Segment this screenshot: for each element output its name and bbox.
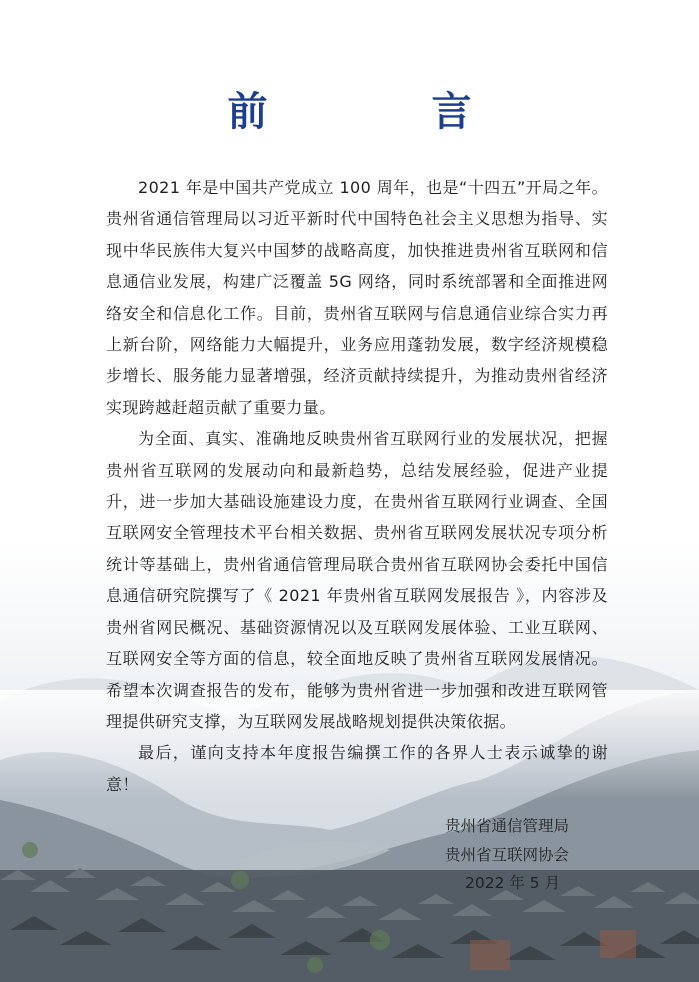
body-text: [106, 172, 608, 800]
signature-org-2: 贵州省互联网协会: [445, 845, 570, 864]
paragraph-1: 2021 年是中国共产党成立 100 周年，也是“十四五”开局之年。贵州省通信管理局以习近平新时代中国特色社会主义思想为指导、实现中华民族伟大复兴中国梦的战略高度，加快推进贵州省互联网和信息通信业发展，构建广泛覆盖 5G 网络，同时系统部署和全面推进网络安全和信息化工作。目前，贵州省互联网与信息通信业综合实力再上新台阶，网络能力大幅提升，业务应用蓬勃发展，数字经济规模稳步增长、服务能力显著增强，经济贡献持续提升，为推动贵州省经济实现跨越赶超贡献了重要力量。: [106, 178, 608, 417]
page-title: 前 言: [227, 89, 534, 135]
paragraph-3: 最后，谨向支持本年度报告编撰工作的各界人士表示诚挚的谢意！: [106, 743, 608, 794]
signature-org-1: 贵州省通信管理局: [445, 817, 570, 835]
signature-block: [445, 812, 605, 898]
signature-date: 2022 年 5 月: [465, 874, 561, 892]
paragraph-2: 为全面、真实、准确地反映贵州省互联网行业的发展状况，把握贵州省互联网的发展动向和最新趋势，总结发展经验，促进产业提升，进一步加大基础设施建设力度，在贵州省互联网行业调查、全国互联网安全管理技术平台相关数据、贵州省互联网发展状况专项分析统计等基础上，贵州省通信管理局联合贵州省互联网协会委托中国信息通信研究院撰写了《 2021 年贵州省互联网发展报告 》，内容涉及贵州省网民概况、基础资源情况以及互联网发展体验、工业互联网、互联网安全等方面的信息，较全面地反映了贵州省互联网发展情况。希望本次调查报告的发布，能够为贵州省进一步加强和改进互联网管理提供研究支撑，为互联网发展战略规划提供决策依据。: [106, 429, 608, 731]
